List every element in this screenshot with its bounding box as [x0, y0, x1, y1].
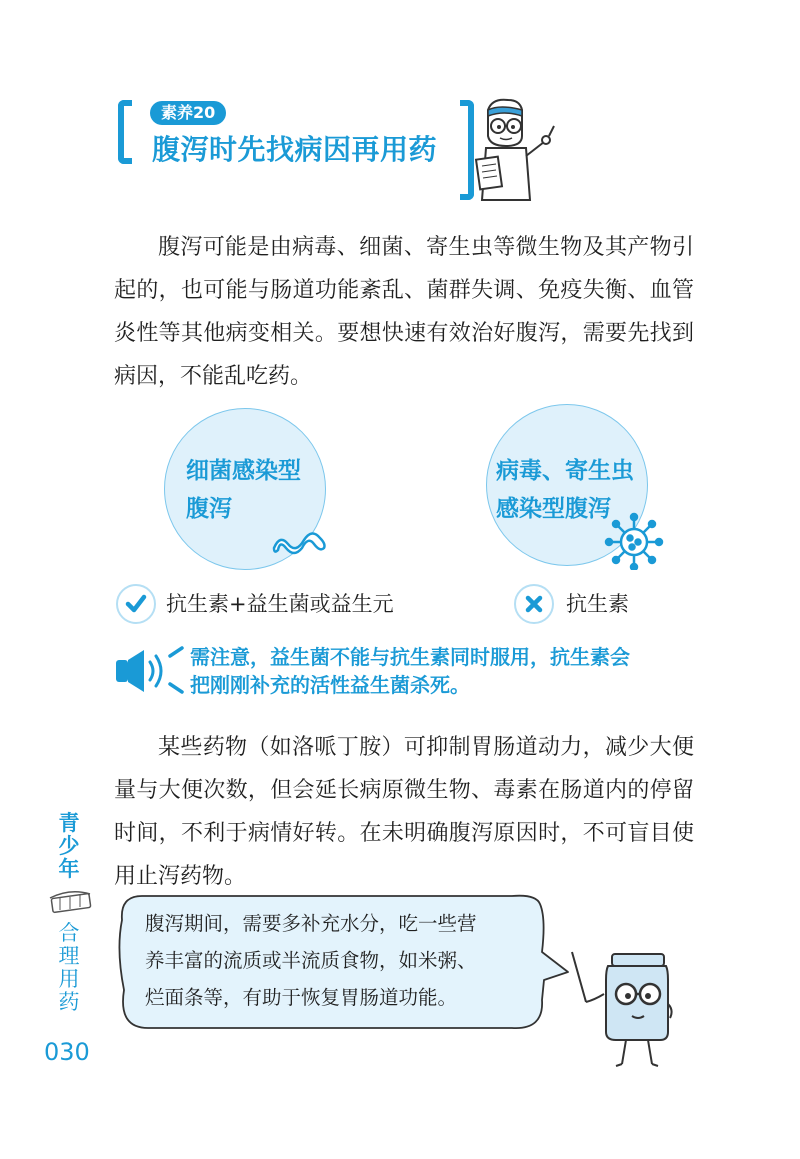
- notice-text: [190, 643, 630, 699]
- paragraph-causes: [114, 226, 694, 398]
- sidebar-char: 青: [58, 811, 80, 835]
- paragraph-antidiarrheal-text: 某些药物（如洛哌丁胺）可抑制胃肠道动力，减少大便量与大便次数，但会延长病原微生物、毒素在肠道内的停留时间，不利于病情好转。在未明确腹泻原因时，不可盲目使用止泻药物。: [114, 735, 694, 889]
- sidebar-char: 理: [58, 944, 80, 968]
- sidebar-title-youth: [58, 812, 80, 881]
- doctor-illustration: [470, 96, 560, 206]
- page-number: 030: [44, 1038, 90, 1066]
- cross-icon: [524, 594, 544, 614]
- bubble-line1: 腹泻期间，需要多补充水分，吃一些营: [145, 912, 477, 935]
- bubble-text: [145, 905, 545, 1016]
- not-recommended-treatment: 抗生素: [566, 592, 629, 616]
- sidebar-char: 药: [58, 990, 80, 1014]
- paragraph-causes-text: 腹泻可能是由病毒、细菌、寄生虫等微生物及其产物引起的，也可能与肠道功能紊乱、菌群失调、免疫失衡、血管炎性等其他病变相关。要想快速有效治好腹泻，需要先找到病因，不能乱吃药。: [114, 235, 694, 389]
- speaker-icon: [114, 644, 186, 698]
- virus-icon: [604, 512, 664, 570]
- viral-diarrhea-line1: 病毒、寄生虫: [496, 458, 634, 484]
- check-mark-badge: [116, 584, 156, 624]
- title-bracket-left: [118, 100, 132, 164]
- bubble-line2: 养丰富的流质或半流质食物，如米粥、: [145, 949, 477, 972]
- bubble-line3: 烂面条等，有助于恢复胃肠道功能。: [145, 986, 458, 1009]
- bacteria-icon: [270, 526, 330, 556]
- page-title: 腹泻时先找病因再用药: [152, 133, 438, 166]
- sidebar-char: 用: [58, 967, 80, 991]
- check-icon: [125, 593, 147, 615]
- notice-line2: 把刚刚补充的活性益生菌杀死。: [190, 673, 470, 697]
- pill-box-icon: [46, 886, 94, 916]
- paragraph-antidiarrheal: [114, 726, 694, 898]
- recommended-treatment: 抗生素+益生菌或益生元: [166, 592, 394, 616]
- section-badge: 素养20: [150, 101, 226, 125]
- jar-character-illustration: [566, 946, 676, 1074]
- cross-mark-badge: [514, 584, 554, 624]
- bacterial-diarrhea-label: [186, 452, 301, 528]
- notice-line1: 需注意，益生菌不能与抗生素同时服用，抗生素会: [190, 645, 630, 669]
- bacterial-diarrhea-line1: 细菌感染型: [186, 458, 301, 484]
- sidebar-char: 少: [58, 834, 80, 858]
- sidebar-char: 年: [58, 857, 80, 881]
- sidebar-title-medication: [58, 922, 80, 1014]
- sidebar-char: 合: [58, 921, 80, 945]
- viral-diarrhea-line2: 感染型腹泻: [496, 496, 611, 522]
- bacterial-diarrhea-line2: 腹泻: [186, 496, 232, 522]
